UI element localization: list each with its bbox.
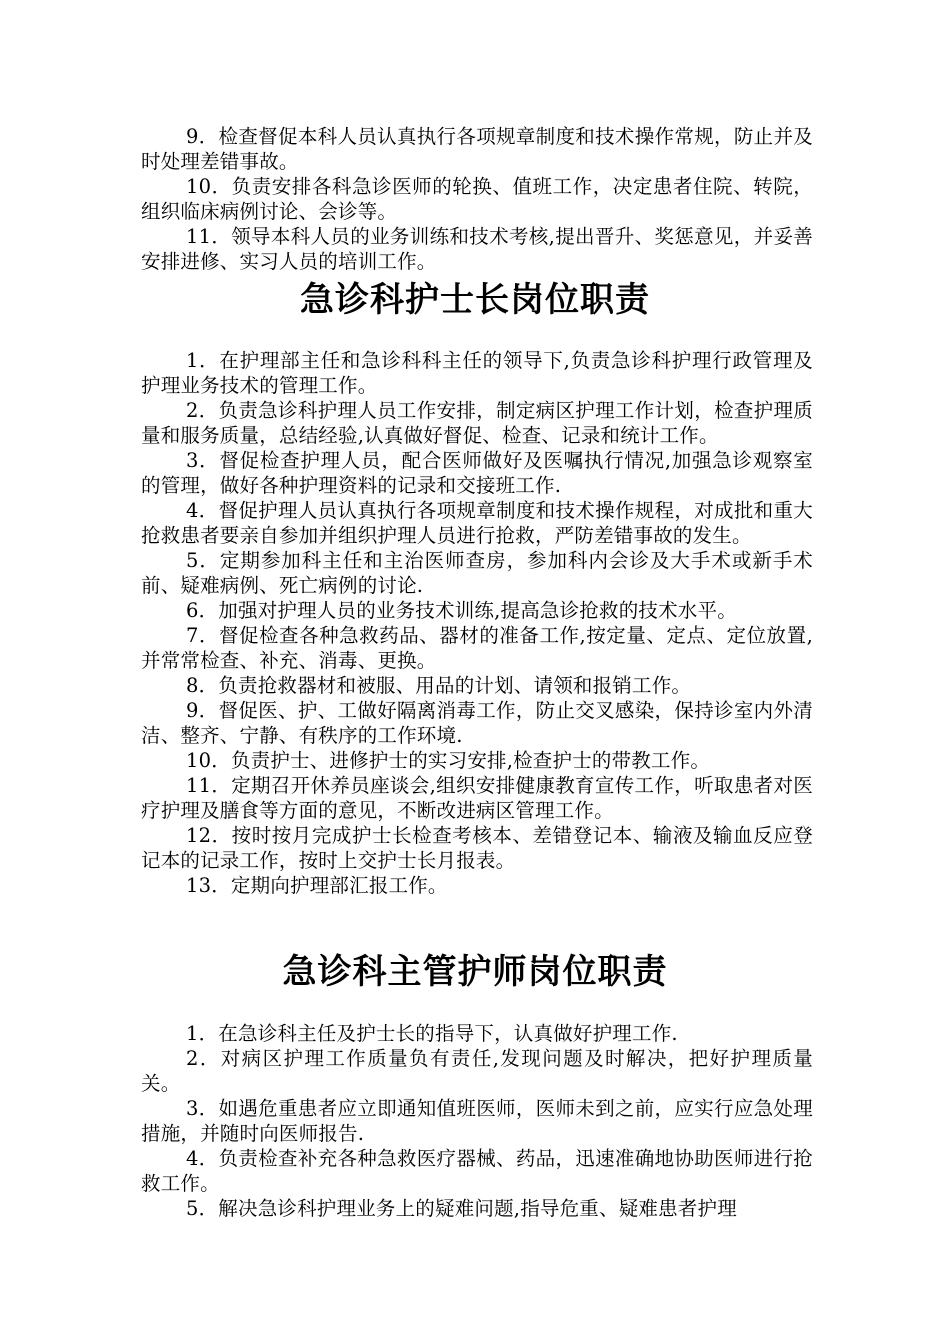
head-nurse-item-8: 8．负责抢救器材和被服、用品的计划、请领和报销工作。	[186, 674, 692, 697]
head-nurse-section	[141, 348, 813, 898]
intro-item-10: 10．负责安排各科急诊医师的轮换、值班工作，决定患者住院、转院，组织临床病例讨论、会诊等。	[141, 175, 813, 223]
charge-nurse-item-5: 5．解决急诊科护理业务上的疑难问题,指导危重、疑难患者护理	[186, 1197, 737, 1220]
head-nurse-item-11: 11．定期召开休养员座谈会,组织安排健康教育宣传工作，听取患者对医疗护理及膳食等方面的意见，不断改进病区管理工作。	[141, 774, 813, 822]
intro-item-11: 11．领导本科人员的业务训练和技术考核,提出晋升、奖惩意见，并妥善安排进修、实习人员的培训工作。	[141, 225, 813, 273]
charge-nurse-section	[141, 1021, 813, 1221]
head-nurse-item-13: 13．定期向护理部汇报工作。	[186, 874, 448, 897]
intro-item-9: 9．检查督促本科人员认真执行各项规章制度和技术操作常规，防止并及时处理差错事故。	[141, 125, 813, 173]
head-nurse-item-6: 6．加强对护理人员的业务技术训练,提高急诊抢救的技术水平。	[186, 599, 737, 622]
head-nurse-item-3: 3．督促检查护理人员，配合医师做好及医嘱执行情况,加强急诊观察室的管理，做好各种护理资料的记录和交接班工作.	[141, 449, 813, 497]
head-nurse-item-12: 12．按时按月完成护士长检查考核本、差错登记本、输液及输血反应登记本的记录工作，按时上交护士长月报表。	[141, 824, 813, 872]
charge-nurse-item-3: 3．如遇危重患者应立即通知值班医师，医师未到之前，应实行应急处理措施，并随时向医师报告.	[141, 1097, 813, 1145]
charge-nurse-item-2: 2．对病区护理工作质量负有责任,发现问题及时解决，把好护理质量关。	[141, 1047, 813, 1095]
head-nurse-item-5: 5．定期参加科主任和主治医师查房，参加科内会诊及大手术或新手术前、疑难病例、死亡病例的讨论.	[141, 549, 813, 597]
head-nurse-item-2: 2．负责急诊科护理人员工作安排，制定病区护理工作计划，检查护理质量和服务质量，总结经验,认真做好督促、检查、记录和统计工作。	[141, 399, 813, 447]
charge-nurse-item-4: 4．负责检查补充各种急救医疗器械、药品，迅速准确地协助医师进行抢救工作。	[141, 1147, 813, 1195]
head-nurse-title: 急诊科护士长岗位职责	[300, 280, 650, 320]
charge-nurse-title: 急诊科主管护师岗位职责	[282, 952, 668, 992]
head-nurse-item-1: 1．在护理部主任和急诊科科主任的领导下,负责急诊科护理行政管理及护理业务技术的管理工作。	[141, 349, 813, 397]
intro-section	[141, 124, 813, 274]
head-nurse-item-4: 4．督促护理人员认真执行各项规章制度和技术操作规程，对成批和重大抢救患者要亲自参加并组织护理人员进行抢救，严防差错事故的发生。	[141, 499, 813, 547]
head-nurse-item-10: 10．负责护士、进修护士的实习安排,检查护士的带教工作。	[186, 749, 711, 772]
head-nurse-item-9: 9．督促医、护、工做好隔离消毒工作，防止交叉感染，保持诊室内外清洁、整齐、宁静、有秩序的工作环境.	[141, 699, 813, 747]
charge-nurse-item-1: 1．在急诊科主任及护士长的指导下，认真做好护理工作.	[186, 1022, 678, 1045]
head-nurse-item-7: 7．督促检查各种急救药品、器材的准备工作,按定量、定点、定位放置,并常常检查、补充、消毒、更换。	[141, 624, 813, 672]
